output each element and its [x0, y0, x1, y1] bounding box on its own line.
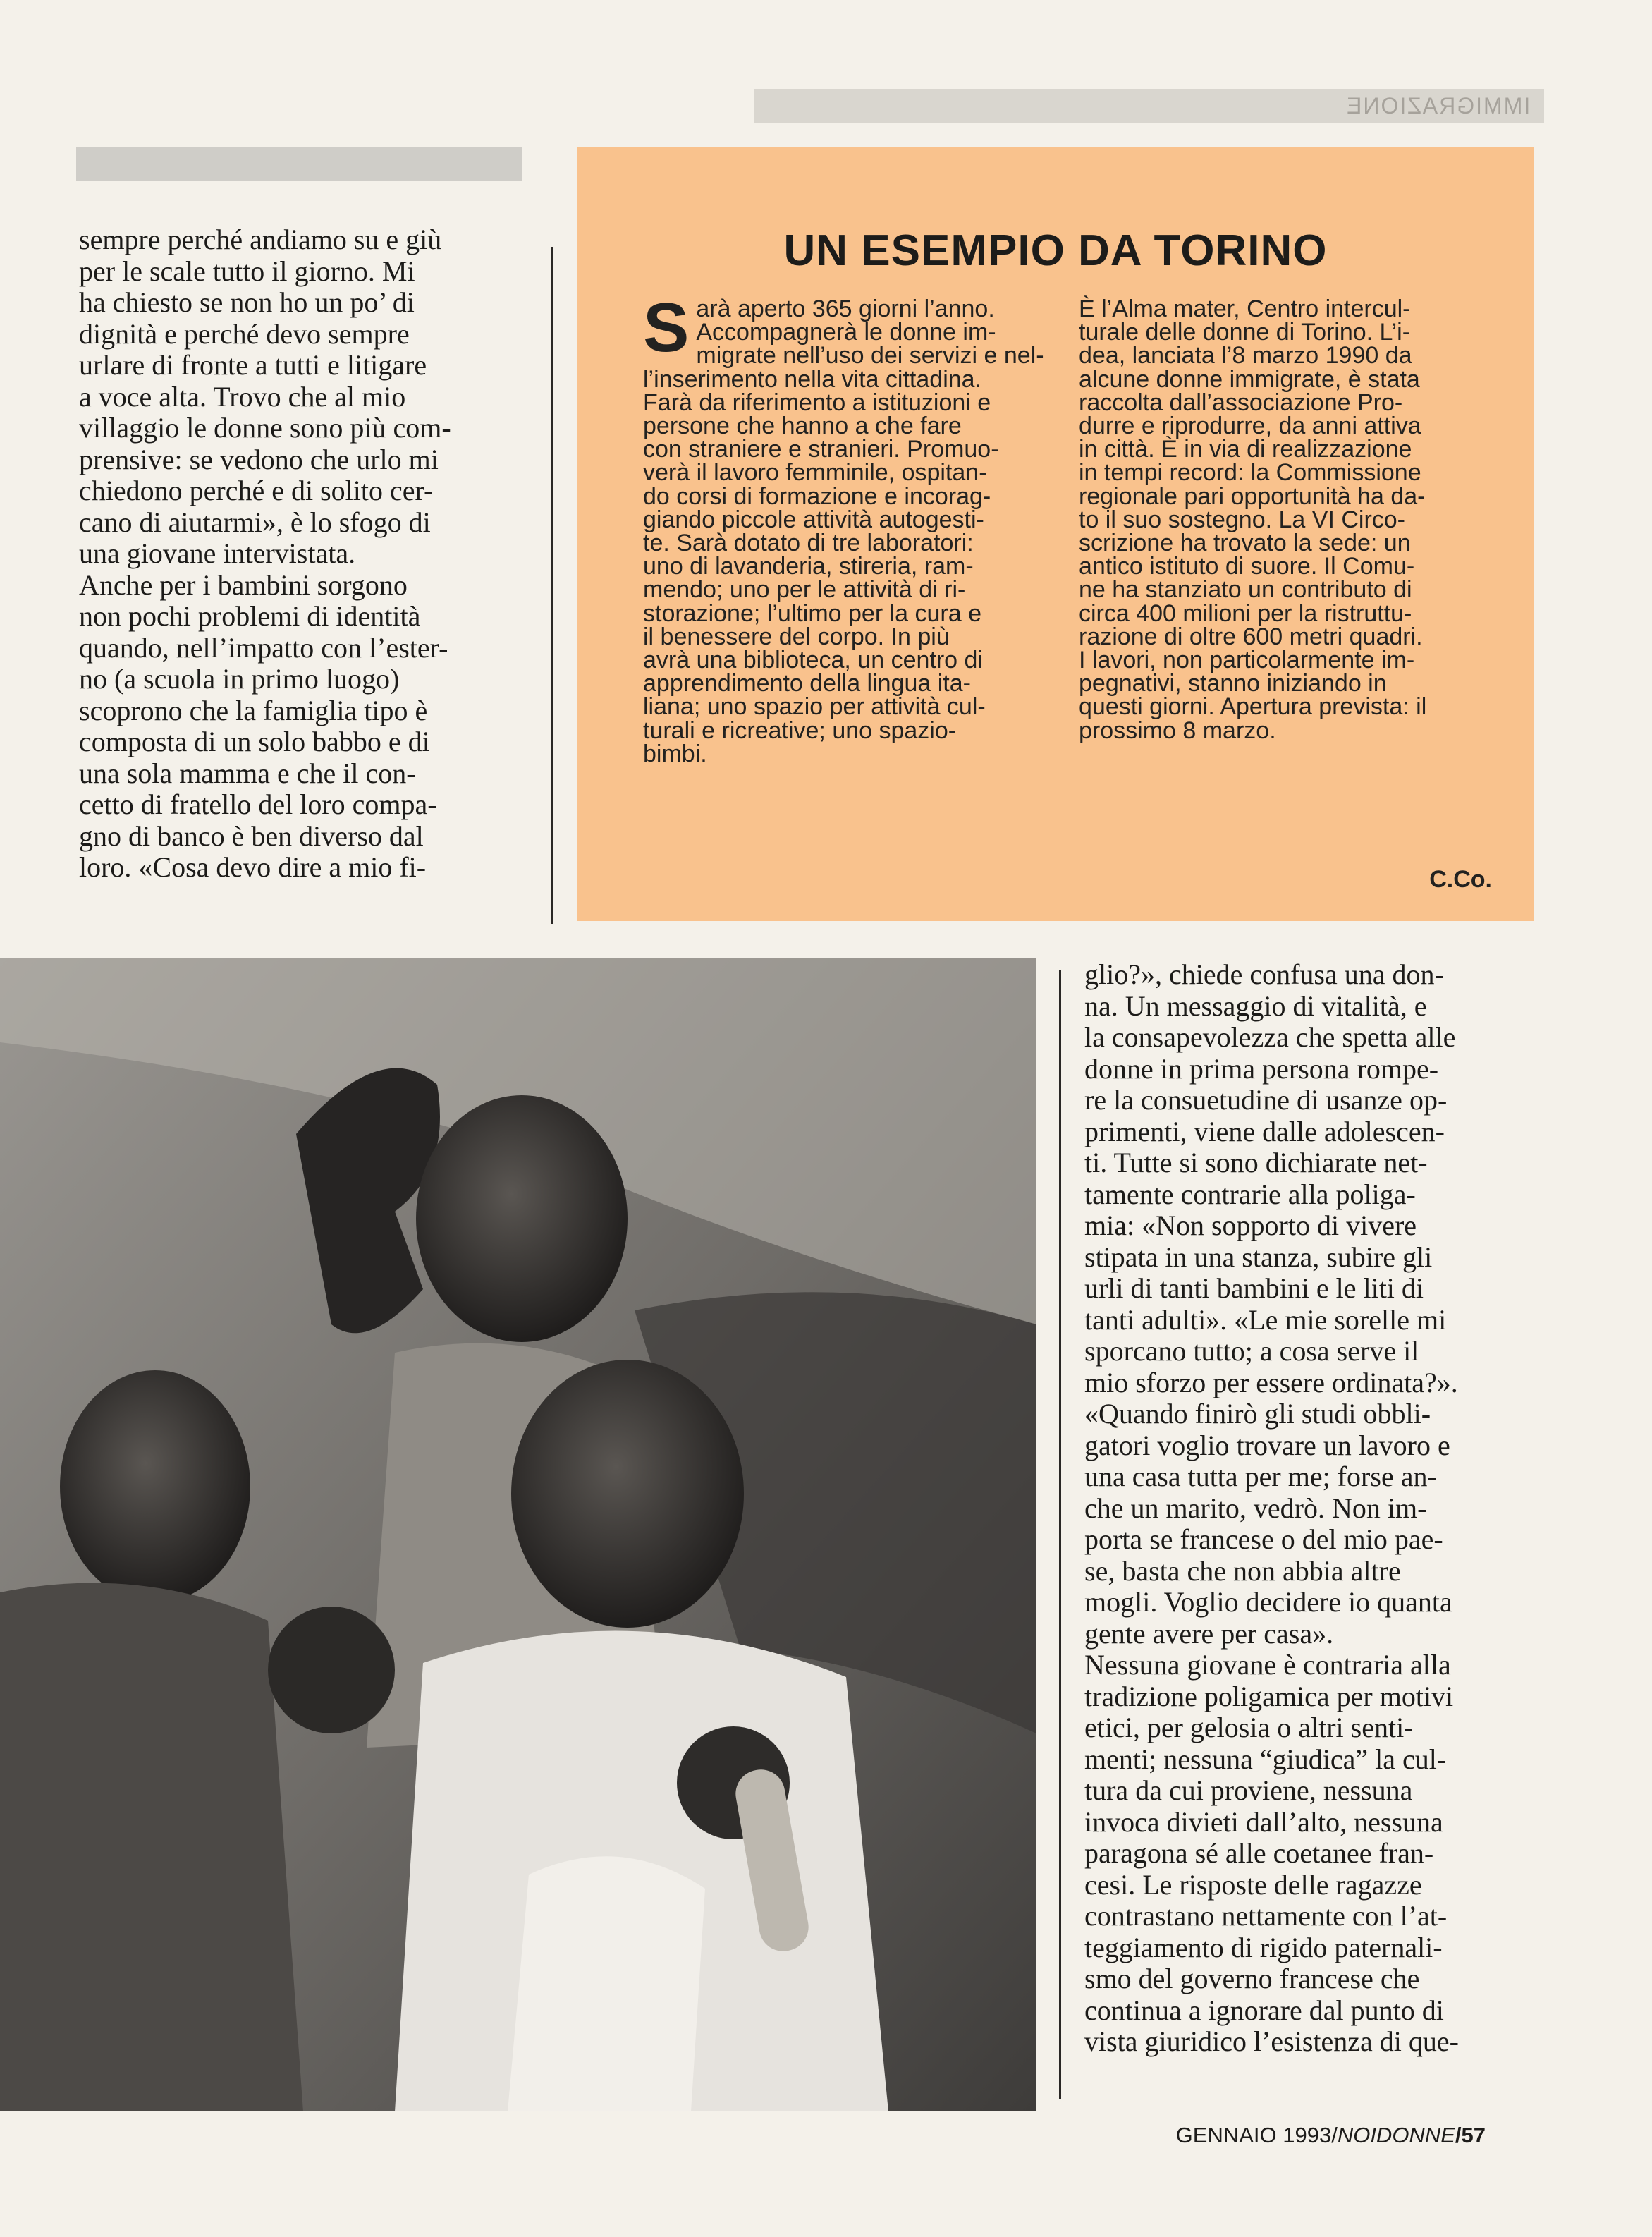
text-line: tura da cui proviene, nessuna	[1084, 1774, 1413, 1806]
text-line: Anche per i bambini sorgono	[79, 568, 408, 601]
text-line: tamente contrarie alla poliga-	[1084, 1178, 1416, 1210]
text-line: verà il lavoro femminile, ospitan-	[643, 459, 987, 487]
text-line: uno di lavanderia, stireria, ram-	[643, 553, 974, 580]
text-line: porta se francese o del mio pae-	[1084, 1523, 1443, 1555]
text-line: stipata in una stanza, subire gli	[1084, 1241, 1433, 1273]
text-line: do corsi di formazione e incorag-	[643, 482, 991, 510]
back-boy-head	[416, 1095, 628, 1342]
text-line: storazione; l’ultimo per la cura e	[643, 599, 982, 627]
text-line: tradizione poligamica per motivi	[1084, 1680, 1454, 1712]
text-line: in città. È in via di realizzazione	[1079, 436, 1412, 463]
right-text-column	[1084, 959, 1581, 2058]
section-grey-bar	[76, 147, 522, 181]
text-line: raccolta dall’associazione Pro-	[1079, 389, 1403, 416]
text-line: cetto di fratello del loro compa-	[79, 788, 437, 820]
sidebar-column-a	[643, 288, 1065, 767]
text-line: persone che hanno a che fare	[643, 413, 962, 440]
text-line: no (a scuola in primo luogo)	[79, 663, 400, 695]
text-line: prossimo 8 marzo.	[1079, 717, 1276, 744]
text-line: «Quando finirò gli studi obbli-	[1084, 1398, 1431, 1430]
text-line: la consapevolezza che spetta alle	[1084, 1021, 1456, 1053]
text-line: smo del governo francese che	[1084, 1963, 1420, 1994]
text-line: teggiamento di rigido paternali-	[1084, 1931, 1443, 1963]
text-line: ha chiesto se non ho un po’ di	[79, 286, 415, 318]
text-line: Nessuna giovane è contraria alla	[1084, 1649, 1451, 1681]
text-line: antico istituto di suore. Il Comu-	[1079, 553, 1415, 580]
text-line: I lavori, non particolarmente im-	[1079, 647, 1415, 674]
text-line: tanti adulti». «Le mie sorelle mi	[1084, 1303, 1447, 1336]
text-line: glio?», chiede confusa una don-	[1084, 958, 1444, 990]
text-line: a voce alta. Trovo che al mio	[79, 380, 406, 413]
text-line: mio sforzo per essere ordinata?».	[1084, 1366, 1458, 1398]
text-line: una giovane intervistata.	[79, 537, 356, 569]
text-line: questi giorni. Apertura prevista: il	[1079, 693, 1427, 721]
text-line: una sola mamma e che il con-	[79, 757, 416, 789]
text-line: dea, lanciata l’8 marzo 1990 da	[1079, 342, 1412, 370]
text-line: avrà una biblioteca, un centro di	[643, 647, 983, 674]
front-boy-head	[511, 1360, 744, 1628]
text-line: ti. Tutte si sono dichiarate net-	[1084, 1147, 1428, 1178]
text-line: primenti, viene dalle adolescen-	[1084, 1115, 1445, 1147]
text-line: alcune donne immigrate, è stata	[1079, 365, 1420, 393]
text-line: cano di aiutarmi», è lo sfogo di	[79, 506, 431, 538]
text-line: vista giuridico l’esistenza di que-	[1084, 2025, 1459, 2057]
text-line: sempre perché andiamo su e giù	[79, 224, 442, 255]
text-line: na. Un messaggio di vitalità, e	[1084, 989, 1427, 1022]
text-line: il benessere del corpo. In più	[643, 623, 950, 650]
text-line: Farà da riferimento a istituzioni e	[643, 389, 991, 416]
author-signature: C.Co.	[1429, 866, 1492, 893]
text-line: donne in prima persona rompe-	[1084, 1052, 1439, 1085]
bleed-through-text: IMMIGRAZIONE	[1345, 93, 1530, 118]
folio-magazine: NOIDONNE	[1337, 2123, 1455, 2147]
text-line: mia: «Non sopporto di vivere	[1084, 1209, 1417, 1241]
text-line: cesi. Le risposte delle ragazze	[1084, 1868, 1422, 1901]
text-line: mogli. Voglio decidere io quanta	[1084, 1586, 1452, 1618]
text-line: gente avere per casa».	[1084, 1617, 1334, 1650]
left-boy-head	[60, 1370, 250, 1603]
text-line: turali e ricreative; uno spazio-	[643, 717, 957, 744]
text-line: quando, nell’impatto con l’ester-	[79, 631, 448, 664]
text-line: te. Sarà dotato di tre laboratori:	[643, 530, 974, 557]
text-line: loro. «Cosa devo dire a mio fi-	[79, 851, 427, 883]
tied-sweater	[508, 1856, 705, 2111]
text-line: turale delle donne di Torino. L’i-	[1079, 319, 1411, 346]
text-line: razione di oltre 600 metri quadri.	[1079, 623, 1423, 650]
text-line: prensive: se vedono che urlo mi	[79, 443, 439, 475]
bleed-through-header	[754, 89, 1544, 123]
text-line: l’inserimento nella vita cittadina.	[643, 365, 982, 393]
text-line: pegnativi, stanno iniziando in	[1079, 670, 1387, 697]
text-line: migrate nell’uso dei servizi e nel-	[696, 342, 1044, 370]
text-line: chiedono perché e di solito cer-	[79, 475, 434, 506]
photo-illustration	[0, 958, 1036, 2111]
text-line: invoca divieti dall’alto, nessuna	[1084, 1805, 1443, 1838]
text-line: composta di un solo babbo e di	[79, 726, 430, 757]
text-line: È l’Alma mater, Centro intercul-	[1079, 295, 1411, 322]
clenched-fist	[268, 1607, 395, 1733]
text-line: Accompagnerà le donne im-	[696, 319, 996, 346]
page-folio	[1176, 2123, 1486, 2148]
text-line: gatori voglio trovare un lavoro e	[1084, 1429, 1450, 1461]
text-line: mendo; uno per le attività di ri-	[643, 576, 966, 604]
text-line: villaggio le donne sono più com-	[79, 412, 451, 444]
text-line: bimbi.	[643, 740, 707, 767]
text-line: dignità e perché devo sempre	[79, 317, 410, 350]
text-line: liana; uno spazio per attività cul-	[643, 693, 986, 721]
text-line: non pochi problemi di identità	[79, 600, 421, 632]
text-line: per le scale tutto il giorno. Mi	[79, 255, 415, 287]
photo-children	[0, 958, 1036, 2111]
sidebar-column-b	[1079, 295, 1502, 744]
text-line: contrastano nettamente con l’at-	[1084, 1900, 1448, 1932]
drop-cap: S	[643, 288, 690, 366]
text-line: giando piccole attività autogesti-	[643, 506, 984, 533]
left-text-column	[79, 224, 527, 884]
text-line: durre e riprodurre, da anni attiva	[1079, 413, 1421, 440]
text-line: arà aperto 365 giorni l’anno.	[696, 295, 995, 322]
text-line: in tempi record: la Commissione	[1079, 459, 1421, 487]
folio-page-number: /57	[1455, 2123, 1486, 2147]
text-line: ne ha stanziato un contributo di	[1079, 576, 1412, 604]
text-line: to il suo sostegno. La VI Circo-	[1079, 506, 1406, 533]
text-line: urli di tanti bambini e le liti di	[1084, 1272, 1424, 1304]
left-boy-shirt	[0, 1583, 303, 2111]
text-line: scoprono che la famiglia tipo è	[79, 694, 428, 726]
text-line: scrizione ha trovato la sede: un	[1079, 530, 1411, 557]
text-line: gno di banco è ben diverso dal	[79, 819, 424, 852]
text-line: paragona sé alle coetanee fran-	[1084, 1837, 1434, 1869]
text-line: apprendimento della lingua ita-	[643, 670, 971, 697]
text-line: regionale pari opportunità ha da-	[1079, 482, 1426, 510]
folio-date: GENNAIO 1993/	[1175, 2123, 1338, 2147]
text-line: sporcano tutto; a cosa serve il	[1084, 1335, 1419, 1367]
text-line: se, basta che non abbia altre	[1084, 1554, 1401, 1587]
text-line: urlare di fronte a tutti e litigare	[79, 349, 427, 381]
column-rule	[551, 247, 553, 924]
text-line: etici, per gelosia o altri senti-	[1084, 1712, 1414, 1743]
column-rule-right	[1059, 970, 1061, 2099]
text-line: che un marito, vedrò. Non im-	[1084, 1492, 1427, 1524]
text-line: re la consuetudine di usanze op-	[1084, 1084, 1448, 1116]
text-line: menti; nessuna “giudica” la cul-	[1084, 1743, 1447, 1775]
text-line: una casa tutta per me; forse an-	[1084, 1461, 1437, 1492]
text-line: con straniere e stranieri. Promuo-	[643, 436, 999, 463]
text-line: circa 400 milioni per la ristruttu-	[1079, 599, 1412, 627]
text-line: continua a ignorare dal punto di	[1084, 1994, 1444, 2026]
sidebar-title: UN ESEMPIO DA TORINO	[783, 226, 1328, 275]
